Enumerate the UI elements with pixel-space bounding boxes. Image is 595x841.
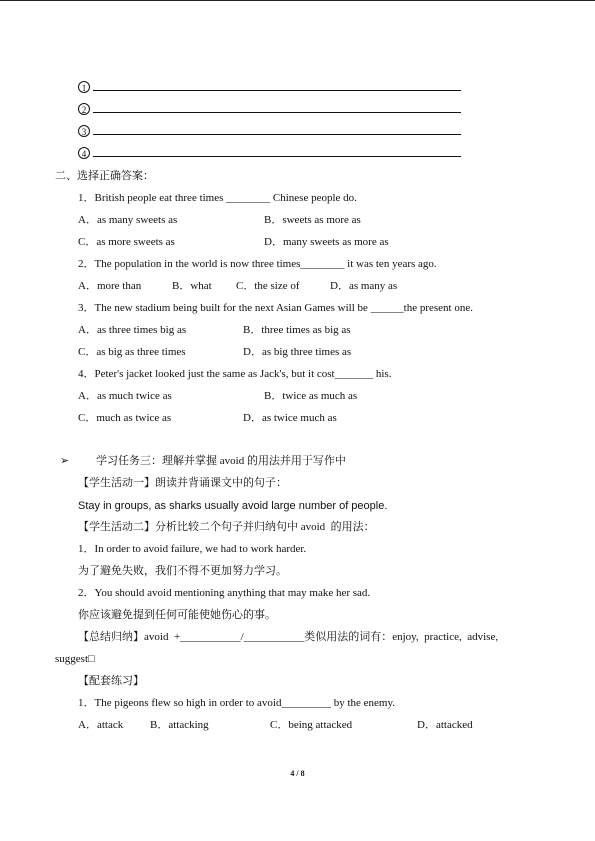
task3-title: 学习任务三：理解并掌握 avoid 的用法并用于写作中 <box>96 455 346 467</box>
q1-option-b[interactable]: B．sweets as more as <box>264 214 361 226</box>
practice-1-stem: 1．The pigeons flew so high in order to avoid_________ by the enemy. <box>78 697 396 709</box>
q1-option-c[interactable]: C．as more sweets as <box>78 236 175 248</box>
question-3-stem: 3．The new stadium being built for the next Asian Games will be ______the present one. <box>78 302 474 314</box>
blank-rule <box>93 111 461 113</box>
p1-option-c[interactable]: C．being attacked <box>270 719 353 731</box>
q2-option-c[interactable]: C．the size of <box>236 280 300 292</box>
example-2-chinese: 你应该避免提到任何可能使她伤心的事。 <box>78 609 276 621</box>
p1-option-d[interactable]: D．attacked <box>417 719 473 731</box>
q4-option-c[interactable]: C．much as twice as <box>78 412 172 424</box>
question-2-stem: 2．The population in the world is now three times________ it was ten years ago. <box>78 258 437 270</box>
summary-line-continued: suggest□ <box>55 653 95 665</box>
question-1-stem: 1．British people eat three times ________ Chinese people do. <box>78 192 357 204</box>
write-line-2[interactable] <box>78 103 461 115</box>
q2-option-b[interactable]: B．what <box>172 280 212 292</box>
q1-option-a[interactable]: A．as many sweets as <box>78 214 178 226</box>
q3-option-d[interactable]: D．as big three times as <box>243 346 352 358</box>
example-2-english: 2．You should avoid mentioning anything that may make her sad. <box>78 587 371 599</box>
blank-rule <box>93 89 461 91</box>
q3-option-b[interactable]: B．three times as big as <box>243 324 351 336</box>
activity1-heading: 【学生活动一】朗读并背诵课文中的句子： <box>78 477 287 489</box>
page-top-border <box>0 0 595 1</box>
q4-option-d[interactable]: D．as twice much as <box>243 412 337 424</box>
q4-option-a[interactable]: A．as much twice as <box>78 390 172 402</box>
example-1-chinese: 为了避免失败，我们不得不更加努力学习。 <box>78 565 287 577</box>
q3-option-c[interactable]: C．as big as three times <box>78 346 186 358</box>
circled-number: 1 <box>78 81 90 93</box>
practice-heading: 【配套练习】 <box>78 675 144 687</box>
q3-option-a[interactable]: A．as three times big as <box>78 324 187 336</box>
q4-option-b[interactable]: B．twice as much as <box>264 390 358 402</box>
q2-option-d[interactable]: D．as many as <box>330 280 398 292</box>
blank-rule <box>93 155 461 157</box>
blank-rule <box>93 133 461 135</box>
summary-line: 【总结归纳】avoid +___________/___________类似用法的词有：enjoy, practice, advise, <box>78 631 499 643</box>
p1-option-a[interactable]: A．attack <box>78 719 124 731</box>
write-line-3[interactable] <box>78 125 461 137</box>
q1-option-d[interactable]: D．many sweets as more as <box>264 236 389 248</box>
question-4-stem: 4．Peter's jacket looked just the same as Jack's, but it cost_______ his. <box>78 368 392 380</box>
circled-number: 2 <box>78 103 90 115</box>
example-sentence: Stay in groups, as sharks usually avoid large number of people. <box>78 500 388 512</box>
activity2-heading: 【学生活动二】分析比较二个句子并归纳句中 avoid 的用法： <box>78 521 375 533</box>
q2-option-a[interactable]: A．more than <box>78 280 142 292</box>
example-1-english: 1．In order to avoid failure, we had to work harder. <box>78 543 307 555</box>
page-number: 4 / 8 <box>290 769 305 778</box>
write-line-1[interactable] <box>78 81 461 93</box>
arrow-bullet-icon: ➢ <box>60 455 70 467</box>
p1-option-b[interactable]: B．attacking <box>150 719 209 731</box>
write-line-4[interactable] <box>78 147 461 159</box>
circled-number: 3 <box>78 125 90 137</box>
circled-number: 4 <box>78 147 90 159</box>
section-heading: 二、选择正确答案： <box>55 170 154 182</box>
